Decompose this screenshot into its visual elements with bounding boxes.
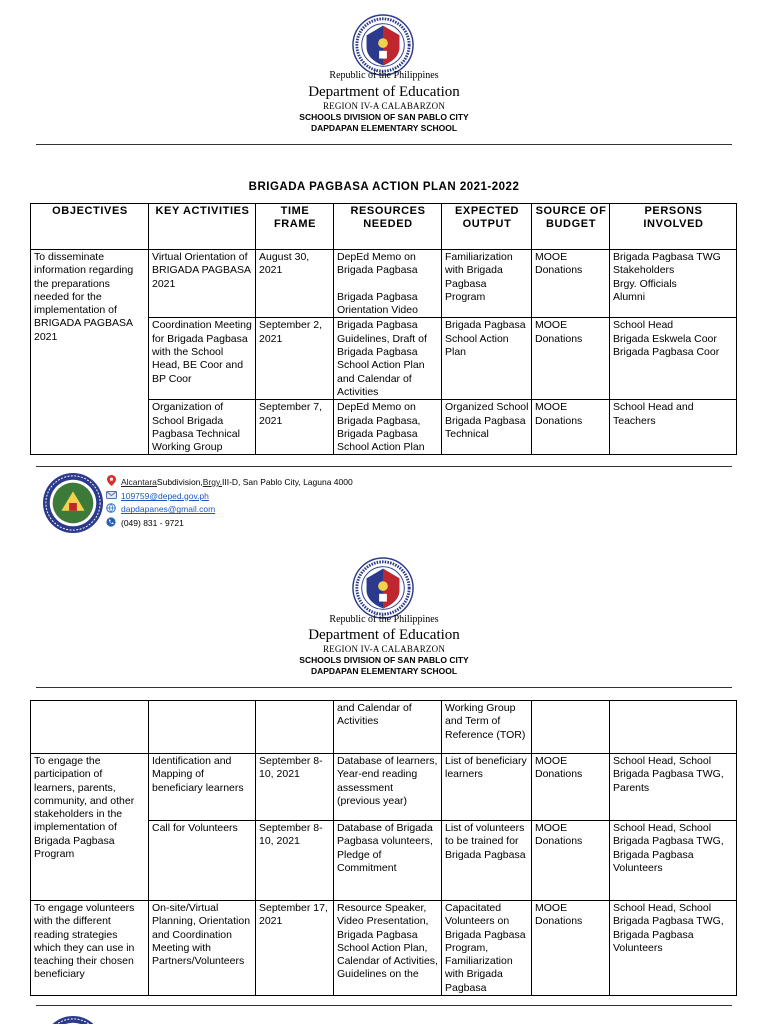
email-link[interactable]: 109759@deped.gov.ph [121, 490, 209, 501]
resources-cell: DepEd Memo on Brigada Pagbasa Brigada Pagbasa Orientation Video [334, 250, 442, 318]
table-row [31, 901, 737, 996]
persons-cell: Brigada Pagbasa TWG Stakeholders Brgy. Officials Alumni [610, 250, 737, 318]
globe-icon [104, 503, 118, 518]
persons-cell [610, 701, 737, 754]
address-row [104, 476, 353, 490]
time-cell: September 7, 2021 [256, 400, 334, 455]
activity-cell: On-site/Virtual Planning, Orientation and Coordination Meeting with Partners/Volunteers [149, 901, 256, 996]
department-name: Department of Education [308, 84, 460, 100]
school-line: DAPDAPAN ELEMENTARY SCHOOL [310, 666, 458, 676]
contact-block [104, 476, 353, 531]
mail-icon [104, 490, 118, 504]
school-seal-icon [42, 472, 104, 534]
time-cell: September 8-10, 2021 [256, 821, 334, 901]
resources-cell: Brigada Pagbasa Guidelines, Draft of Brigada Pagbasa School Action Plan and Calendar of Activities [334, 318, 442, 400]
phone-row [104, 517, 353, 531]
address-brgy: Brgy. [202, 477, 222, 487]
footer-divider [36, 466, 732, 467]
column-header: KEY ACTIVITIES [149, 204, 256, 250]
column-header: SOURCE OF BUDGET [532, 204, 610, 250]
email-link[interactable]: dapdapanes@gmail.com [121, 504, 216, 515]
budget-cell: MOOE Donations [532, 250, 610, 318]
plan-title: BRIGADA PAGBASA ACTION PLAN 2021-2022 [248, 181, 520, 193]
action-plan-table [30, 203, 737, 455]
budget-cell: MOOE Donations [532, 318, 610, 400]
email-row [104, 503, 353, 517]
activity-cell: Virtual Orientation of BRIGADA PAGBASA 2021 [149, 250, 256, 318]
output-cell: List of volunteers to be trained for Brigada Pagbasa [442, 821, 532, 901]
objective-cell: To disseminate information regarding the preparations needed for the implementation of BRIGADA PAGBASA 2021 [31, 250, 149, 455]
budget-cell: MOOE Donations [532, 821, 610, 901]
output-cell: Capacitated Volunteers on Brigada Pagbasa Program, Familiarization with Brigada Pagbasa [442, 901, 532, 996]
activity-cell: Identification and Mapping of beneficiary learners [149, 754, 256, 821]
phone-number: (049) 831 - 9721 [121, 518, 184, 529]
resources-cell: Resource Speaker, Video Presentation, Brigada Pagbasa School Action Plan, Calendar of Activities, Guidelines on the [334, 901, 442, 996]
persons-cell: School Head and Teachers [610, 400, 737, 455]
footer-divider [36, 1005, 732, 1006]
output-cell: Working Group and Term of Reference (TOR) [442, 701, 532, 754]
objective-cell: To engage the participation of learners, parents, community, and other stakeholders in the implementation of Brigada Pagbasa Program [31, 754, 149, 901]
resources-cell: and Calendar of Activities [334, 701, 442, 754]
output-cell: Familiarization with Brigada Pagbasa Program [442, 250, 532, 318]
division-line: SCHOOLS DIVISION OF SAN PABLO CITY [299, 112, 469, 122]
column-header: OBJECTIVES [31, 204, 149, 250]
persons-cell: School Head, School Brigada Pagbasa TWG, Parents [610, 754, 737, 821]
activity-cell [149, 701, 256, 754]
phone-icon [104, 517, 118, 532]
deped-seal-icon [352, 557, 414, 619]
budget-cell: MOOE Donations [532, 400, 610, 455]
column-header: PERSONS INVOLVED [610, 204, 737, 250]
document-page-2 [0, 545, 768, 1024]
column-header: TIME FRAME [256, 204, 334, 250]
time-cell: September 2, 2021 [256, 318, 334, 400]
activity-cell: Organization of School Brigada Pagbasa Technical Working Group [149, 400, 256, 455]
column-header: RESOURCES NEEDED [334, 204, 442, 250]
table-row [31, 754, 737, 821]
department-name: Department of Education [308, 627, 460, 643]
address-text: Subdivision, [156, 477, 203, 487]
resources-cell: Database of Brigada Pagbasa volunteers, Pledge of Commitment [334, 821, 442, 901]
region-line: REGION IV-A CALABARZON [322, 644, 446, 654]
table-header-row [31, 204, 737, 250]
table-row [31, 701, 737, 754]
division-line: SCHOOLS DIVISION OF SAN PABLO CITY [299, 655, 469, 665]
header-divider [36, 687, 732, 688]
output-cell: Brigada Pagbasa School Action Plan [442, 318, 532, 400]
budget-cell: MOOE Donations [532, 901, 610, 996]
objective-cell: To engage volunteers with the different reading strategies which they can use in teaching their chosen beneficiary [31, 901, 149, 996]
school-seal-icon [42, 1015, 104, 1024]
republic-line: Republic of the Philippines [329, 70, 439, 81]
region-line: REGION IV-A CALABARZON [322, 101, 446, 111]
activity-cell: Coordination Meeting for Brigada Pagbasa with the School Head, BE Coor and BP Coor [149, 318, 256, 400]
action-plan-table-continued [30, 700, 737, 996]
persons-cell: School Head, School Brigada Pagbasa TWG, Brigada Pagbasa Volunteers [610, 821, 737, 901]
header-divider [36, 144, 732, 145]
address-prefix: Alcantara [121, 477, 157, 487]
deped-seal-icon [352, 14, 414, 76]
table-row [31, 250, 737, 318]
budget-cell [532, 701, 610, 754]
email-row [104, 490, 353, 504]
page-footer-cut [36, 1015, 736, 1024]
address-rest: III-D, San Pablo City, Laguna 4000 [221, 477, 353, 487]
page-footer [36, 472, 736, 552]
persons-cell: School Head, School Brigada Pagbasa TWG, Brigada Pagbasa Volunteers [610, 901, 737, 996]
budget-cell: MOOE Donations [532, 754, 610, 821]
location-pin-icon [104, 475, 118, 491]
time-cell: September 17, 2021 [256, 901, 334, 996]
activity-cell: Call for Volunteers [149, 821, 256, 901]
objective-cell [31, 701, 149, 754]
column-header: EXPECTED OUTPUT [442, 204, 532, 250]
resources-cell: Database of learners, Year-end reading assessment (previous year) [334, 754, 442, 821]
time-cell: September 8-10, 2021 [256, 754, 334, 821]
persons-cell: School Head Brigada Eskwela Coor Brigada Pagbasa Coor [610, 318, 737, 400]
output-cell: Organized School Brigada Pagbasa Technical [442, 400, 532, 455]
time-cell: August 30, 2021 [256, 250, 334, 318]
resources-cell: DepEd Memo on Brigada Pagbasa, Brigada Pagbasa School Action Plan [334, 400, 442, 455]
republic-line: Republic of the Philippines [329, 614, 439, 625]
output-cell: List of beneficiary learners [442, 754, 532, 821]
time-cell [256, 701, 334, 754]
school-line: DAPDAPAN ELEMENTARY SCHOOL [310, 123, 458, 133]
